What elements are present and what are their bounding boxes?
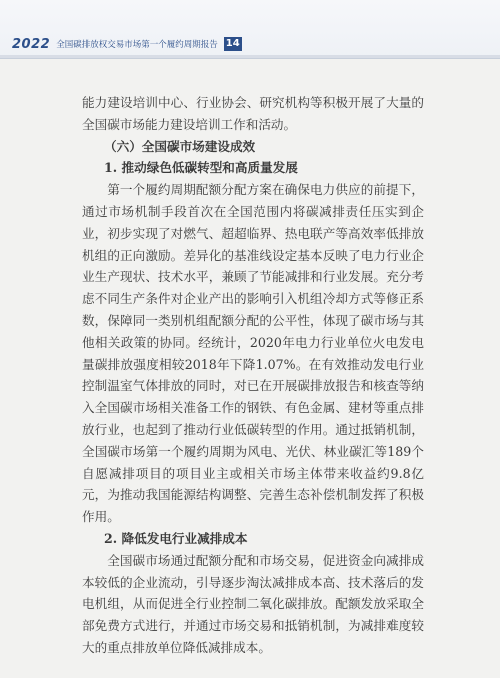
document-body <box>82 92 424 659</box>
header-title: 全国碳排放权交易市场第一个履约周期报告 <box>56 40 218 50</box>
header-year: 2022 <box>12 36 51 52</box>
subsection-2-title: 2. 降低发电行业减排成本 <box>104 530 248 546</box>
intro-paragraph: 能力建设培训中心、行业协会、研究机构等积极开展了大量的全国碳市场能力建设培训工作和活动。 <box>82 95 424 132</box>
subsection-1-paragraph: 第一个履约周期配额分配方案在确保电力供应的前提下，通过市场机制手段首次在全国范围内将碳减排责任压实到企业，初步实现了对燃气、超超临界、热电联产等高效率低排放机组的正向激励。差异化的基准线设定基本反映了电力行业企业生产现状、技术水平，兼顾了节能减排和行业发展。充分考虑不同生产条件对企业产出的影响引入机组冷却方式等修正系数，保障同一类别机组配额分配的公平性，体现了碳市场与其他相关政策的协同。经统计，2020年电力行业单位火电发电量碳排放强度相较2018年下降1.07%。在有效推动发电行业控制温室气体排放的同时，对已在开展碳排放报告和核查等纳入全国碳市场相关准备工作的钢铁、有色金属、建材等重点排放行业，也起到了推动行业低碳转型的作用。通过抵销机制，全国碳市场第一个履约周期为风电、光伏、林业碳汇等189个自愿减排项目的项目业主或相关市场主体带来收益约9.8亿元，为推动我国能源结构调整、完善生态补偿机制发挥了积极作用。 <box>82 182 424 525</box>
header-divider <box>0 55 500 58</box>
subsection-2-paragraph: 全国碳市场通过配额分配和市场交易，促进资金向减排成本较低的企业流动，引导逐步淘汰减排成本高、技术落后的发电机组，从而促进全行业控制二氧化碳排放。配额发放采取全部免费方式进行，并通过市场交易和抵销机制，为减排难度较大的重点排放单位降低减排成本。 <box>82 552 424 655</box>
section-title: （六）全国碳市场建设成效 <box>104 138 256 154</box>
header-bar <box>12 37 242 51</box>
subsection-1-title: 1. 推动绿色低碳转型和高质量发展 <box>104 160 298 176</box>
page-header <box>0 0 500 59</box>
page-number: 14 <box>224 37 242 51</box>
